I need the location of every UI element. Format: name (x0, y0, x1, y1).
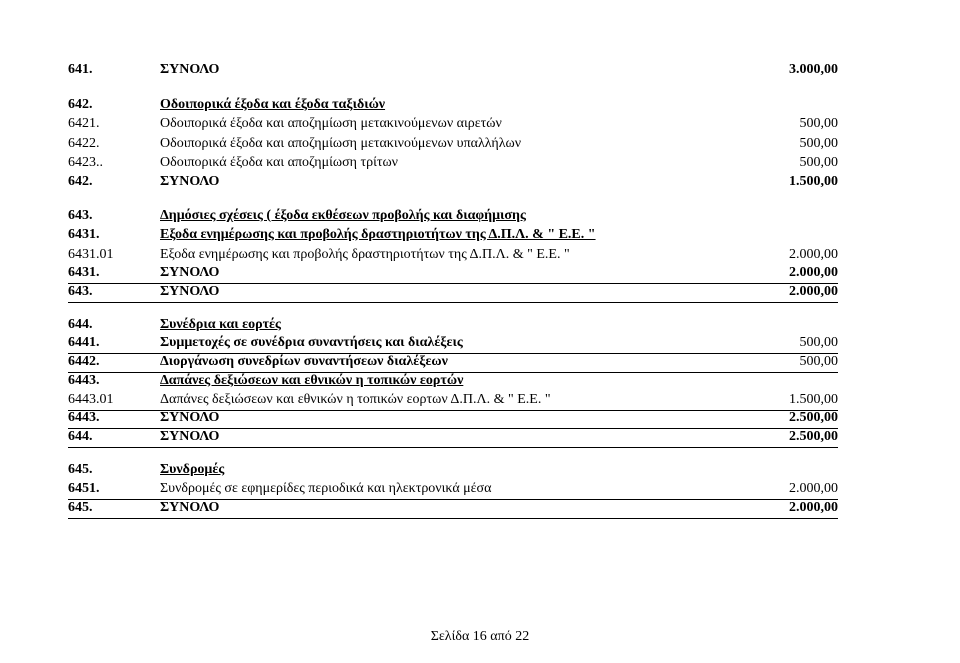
account-amount: 500,00 (799, 354, 838, 369)
account-description: Οδοιπορικά έξοδα και αποζημίωση τρίτων (160, 155, 399, 170)
account-description: ΣΥΝΟΛΟ (160, 410, 220, 425)
account-description: Συμμετοχές σε συνέδρια συναντήσεις και διαλέξεις (160, 335, 463, 350)
account-code: 642. (68, 97, 93, 112)
account-description: Δημόσιες σχέσεις ( έξοδα εκθέσεων προβολής και διαφήμισης (160, 208, 526, 223)
account-description: ΣΥΝΟΛΟ (160, 429, 220, 444)
account-amount: 2.000,00 (789, 265, 838, 280)
account-code: 6442. (68, 354, 100, 369)
table-row (68, 172, 838, 192)
table-row (68, 206, 838, 226)
account-code: 6443. (68, 410, 100, 425)
table-row (68, 460, 838, 480)
account-description: Οδοιπορικά έξοδα και αποζημίωση μετακινούμενων υπαλλήλων (160, 136, 522, 151)
table-row (68, 60, 838, 80)
account-description: Συνέδρια και εορτές (160, 317, 281, 332)
account-code: 6431. (68, 227, 100, 242)
table-row (68, 479, 838, 500)
account-description: ΣΥΝΟΛΟ (160, 265, 220, 280)
account-amount: 1.500,00 (789, 174, 838, 189)
account-amount: 1.500,00 (789, 392, 838, 407)
account-description: Συνδρομές (160, 462, 225, 477)
account-amount: 2.000,00 (789, 481, 838, 496)
account-description: ΣΥΝΟΛΟ (160, 284, 220, 299)
table-row (68, 427, 838, 448)
account-description: Εξοδα ενημέρωσης και προβολής δραστηριοτήτων της Δ.Π.Λ. & " Ε.Ε. " (160, 247, 570, 262)
account-code: 6443. (68, 373, 100, 388)
account-amount: 2.500,00 (789, 410, 838, 425)
account-amount: 500,00 (799, 155, 838, 170)
account-description: Συνδρομές σε εφημερίδες περιοδικά και ηλεκτρονικά μέσα (160, 481, 492, 496)
table-row (68, 114, 838, 134)
account-code: 644. (68, 317, 93, 332)
table-row (68, 498, 838, 519)
table-row (68, 225, 838, 245)
table-row (68, 263, 838, 284)
account-description: Οδοιπορικά έξοδα και έξοδα ταξιδιών (160, 97, 386, 112)
table-row (68, 315, 838, 335)
account-description: Διοργάνωση συνεδρίων συναντήσεων διαλέξεων (160, 354, 448, 369)
table-row (68, 352, 838, 373)
page-number: Σελίδα 16 από 22 (430, 629, 530, 644)
table-row (68, 282, 838, 303)
account-description: ΣΥΝΟΛΟ (160, 62, 220, 77)
account-code: 6423.. (68, 155, 103, 170)
account-code: 6443.01 (68, 392, 114, 407)
table-row (68, 95, 838, 115)
account-description: Δαπάνες δεξιώσεων και εθνικών η τοπικών εορτων Δ.Π.Λ. & " Ε.Ε. " (160, 392, 551, 407)
account-code: 642. (68, 174, 93, 189)
account-code: 6421. (68, 116, 100, 131)
account-amount: 500,00 (799, 116, 838, 131)
account-code: 6431. (68, 265, 100, 280)
account-amount: 2.000,00 (789, 500, 838, 515)
account-code: 6422. (68, 136, 100, 151)
table-row (68, 245, 838, 265)
account-amount: 3.000,00 (789, 62, 838, 77)
account-code: 6451. (68, 481, 100, 496)
account-amount: 2.500,00 (789, 429, 838, 444)
account-description: ΣΥΝΟΛΟ (160, 174, 220, 189)
account-amount: 2.000,00 (789, 284, 838, 299)
table-row (68, 371, 838, 391)
account-code: 6441. (68, 335, 100, 350)
table-row (68, 153, 838, 173)
table-row (68, 408, 838, 429)
table-row (68, 333, 838, 354)
account-amount: 500,00 (799, 335, 838, 350)
account-code: 645. (68, 462, 93, 477)
account-amount: 2.000,00 (789, 247, 838, 262)
account-code: 643. (68, 284, 93, 299)
account-code: 644. (68, 429, 93, 444)
account-description: Δαπάνες δεξιώσεων και εθνικών η τοπικών εορτών (160, 373, 464, 388)
account-description: Εξοδα ενημέρωσης και προβολής δραστηριοτήτων της Δ.Π.Λ. & " Ε.Ε. " (160, 227, 596, 242)
account-code: 645. (68, 500, 93, 515)
account-description: ΣΥΝΟΛΟ (160, 500, 220, 515)
account-description: Οδοιπορικά έξοδα και αποζημίωση μετακινούμενων αιρετών (160, 116, 502, 131)
account-code: 641. (68, 62, 93, 77)
account-amount: 500,00 (799, 136, 838, 151)
account-code: 6431.01 (68, 247, 114, 262)
account-code: 643. (68, 208, 93, 223)
table-row (68, 134, 838, 154)
